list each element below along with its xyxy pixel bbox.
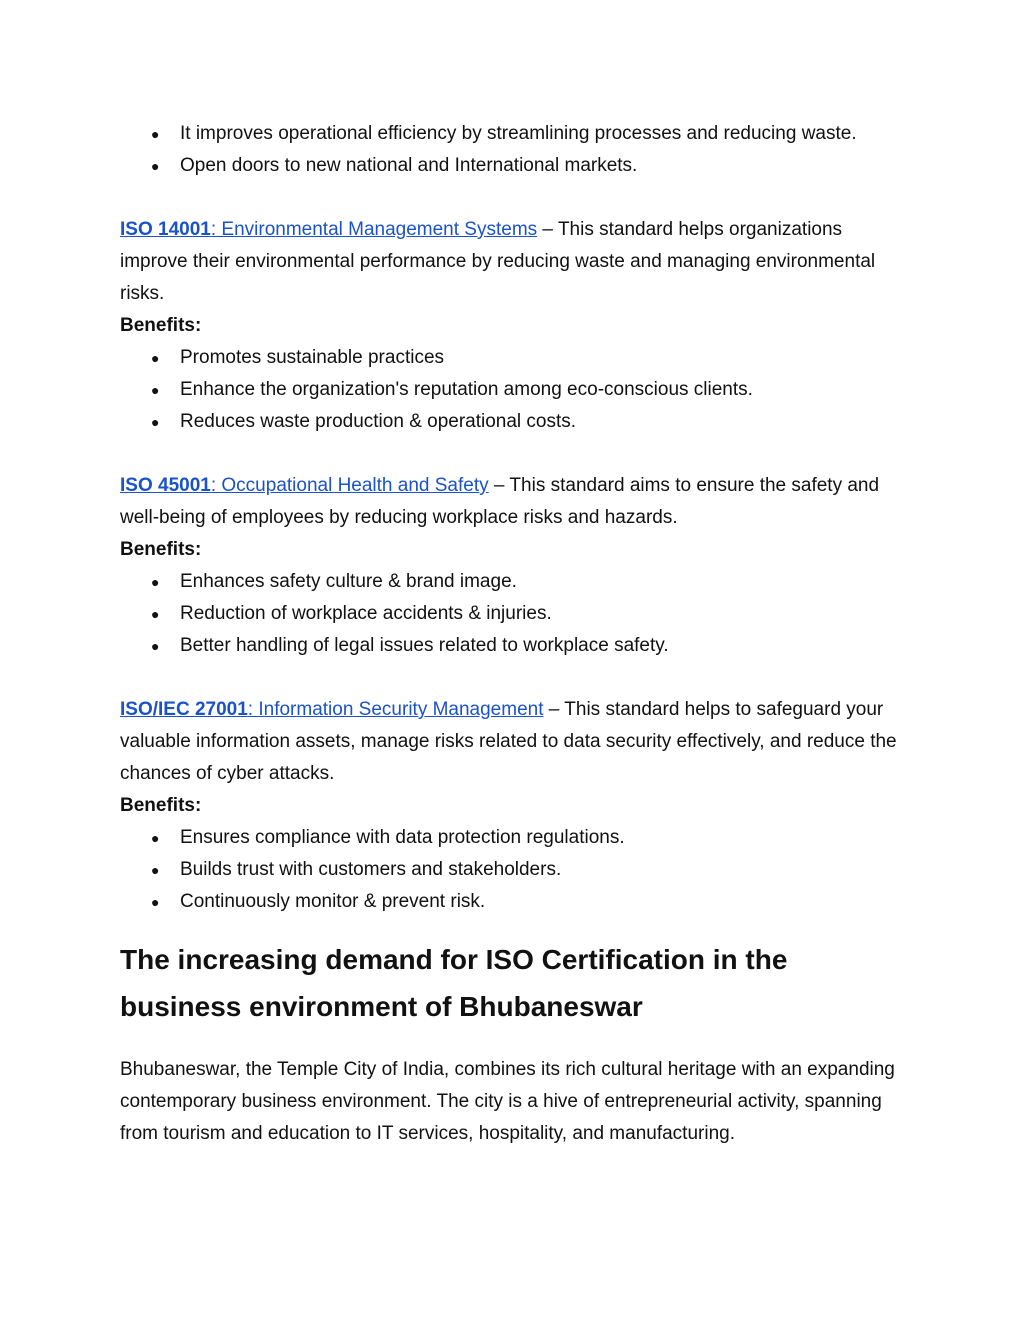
- benefits-label: Benefits:: [120, 795, 202, 816]
- section-intro: [120, 214, 910, 310]
- list-item-text: Promotes sustainable practices: [180, 347, 445, 368]
- list-item: [120, 822, 910, 854]
- iso-45001-code-link[interactable]: ISO 45001: [120, 475, 211, 496]
- closing-paragraph: Bhubaneswar, the Temple City of India, combines its rich cultural heritage with an expanding contemporary business environment. The city is a hive of entrepreneurial activity, spanning from tourism and education to IT services, hospitality, and manufacturing.: [120, 1059, 895, 1144]
- list-item-text: Reduction of workplace accidents & injuries.: [180, 603, 552, 624]
- section-iso-14001: [120, 214, 910, 438]
- section-description: – This standard helps to safeguard your valuable information assets, manage risks related to data security effectively, and reduce the chances of cyber attacks.: [120, 699, 897, 784]
- list-item-text: Enhances safety culture & brand image.: [180, 571, 517, 592]
- list-item: [120, 118, 910, 150]
- list-item: [120, 406, 910, 438]
- list-item-text: Builds trust with customers and stakeholders.: [180, 859, 562, 880]
- list-item: [120, 886, 910, 918]
- section-heading: The increasing demand for ISO Certification in the business environment of Bhubaneswar: [120, 944, 788, 1022]
- list-item: [120, 150, 910, 182]
- list-item-text: Better handling of legal issues related to workplace safety.: [180, 635, 669, 656]
- bullet-icon: ●: [151, 606, 160, 622]
- list-item-text: Enhance the organization's reputation among eco-conscious clients.: [180, 379, 753, 400]
- section-intro: [120, 694, 910, 790]
- iso-iec-27001-title-link[interactable]: : Information Security Management: [247, 699, 544, 720]
- list-item-text: Continuously monitor & prevent risk.: [180, 891, 486, 912]
- bullet-icon: ●: [151, 158, 160, 174]
- list-item: [120, 854, 910, 886]
- section-intro: [120, 470, 910, 534]
- iso-iec-27001-code-link[interactable]: ISO/IEC 27001: [120, 699, 248, 720]
- list-item-text: It improves operational efficiency by streamlining processes and reducing waste.: [180, 123, 857, 144]
- bullet-icon: ●: [151, 638, 160, 654]
- bullet-icon: ●: [151, 414, 160, 430]
- list-item: [120, 374, 910, 406]
- intro-bullet-list: [120, 118, 910, 182]
- benefits-label: Benefits:: [120, 315, 202, 336]
- list-item: [120, 342, 910, 374]
- list-item-text: Ensures compliance with data protection regulations.: [180, 827, 625, 848]
- iso-14001-title-link[interactable]: : Environmental Management Systems: [210, 219, 538, 240]
- benefits-list: [120, 822, 910, 918]
- bullet-icon: ●: [151, 894, 160, 910]
- iso-14001-code-link[interactable]: ISO 14001: [120, 219, 211, 240]
- bullet-icon: ●: [151, 830, 160, 846]
- benefits-list: [120, 566, 910, 662]
- bullet-icon: ●: [151, 126, 160, 142]
- list-item: [120, 598, 910, 630]
- section-description: – This standard helps organizations improve their environmental performance by reducing waste and managing environmental risks.: [120, 219, 876, 304]
- section-iso-45001: [120, 470, 910, 662]
- list-item: [120, 566, 910, 598]
- bullet-icon: ●: [151, 862, 160, 878]
- list-item: [120, 630, 910, 662]
- document-page: [120, 118, 910, 1150]
- section-description: – This standard aims to ensure the safety and well-being of employees by reducing workplace risks and hazards.: [120, 475, 880, 528]
- list-item-text: Reduces waste production & operational costs.: [180, 411, 577, 432]
- iso-45001-title-link[interactable]: : Occupational Health and Safety: [210, 475, 489, 496]
- benefits-list: [120, 342, 910, 438]
- bullet-icon: ●: [151, 574, 160, 590]
- bullet-icon: ●: [151, 382, 160, 398]
- section-iso-iec-27001: [120, 694, 910, 918]
- list-item-text: Open doors to new national and International markets.: [180, 155, 638, 176]
- bullet-icon: ●: [151, 350, 160, 366]
- benefits-label: Benefits:: [120, 539, 202, 560]
